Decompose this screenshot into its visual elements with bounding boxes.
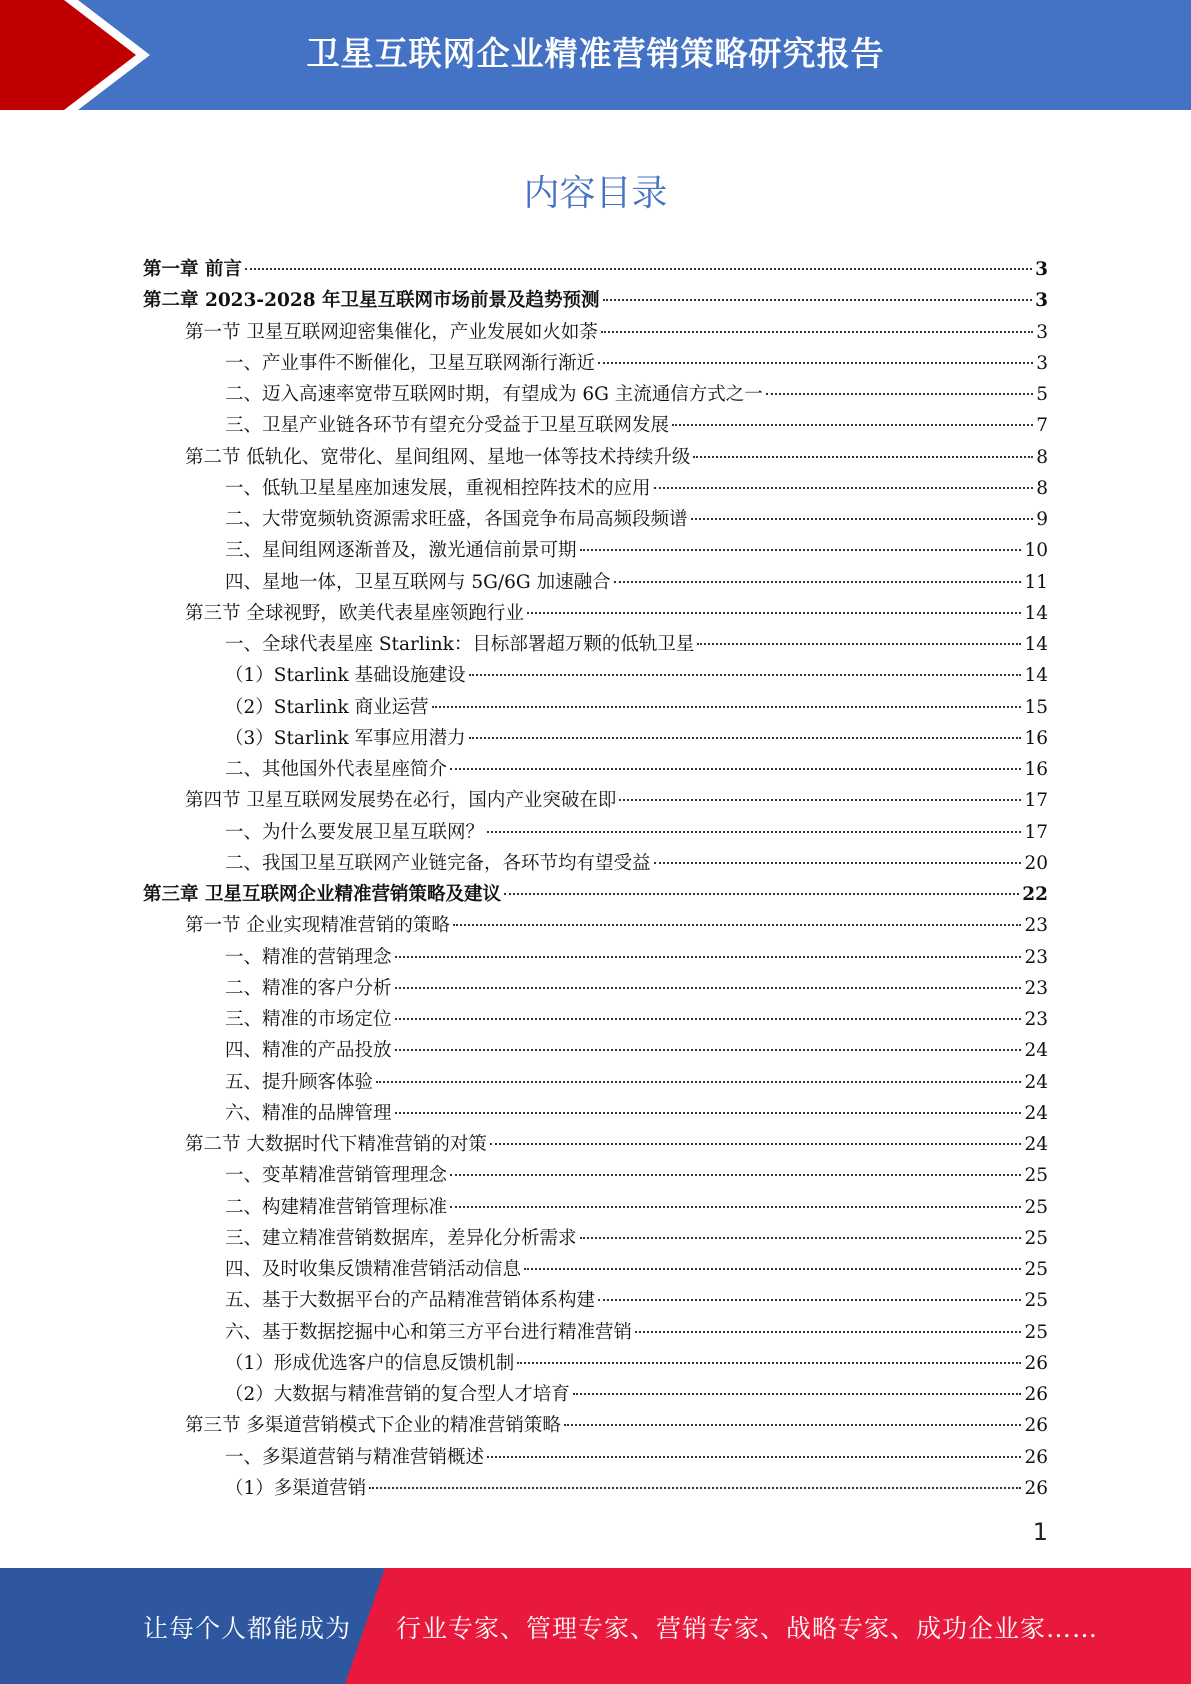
toc-entry-label: 一、为什么要发展卫星互联网？ <box>225 821 485 843</box>
toc-entry-label: 二、迈入高速率宽带互联网时期，有望成为 6G 主流通信方式之一 <box>225 384 763 405</box>
toc-entry[interactable] <box>143 723 1048 754</box>
toc-entry-page: 23 <box>1024 946 1048 968</box>
footer-slogan-right: 行业专家、管理专家、营销专家、战略专家、成功企业家…… <box>396 1614 1099 1643</box>
toc-entry-label: 五、提升顾客体验 <box>225 1071 374 1093</box>
toc-entry[interactable] <box>143 1254 1048 1285</box>
toc-entry-page: 15 <box>1024 696 1048 718</box>
toc-entry-label: 三、卫星产业链各环节有望充分受益于卫星互联网发展 <box>225 415 670 437</box>
toc-entry-page: 22 <box>1022 884 1048 905</box>
toc-entry-label: 第一节 卫星互联网迎密集催化，产业发展如火如荼 <box>185 321 598 343</box>
toc-dot-leader <box>654 487 1034 489</box>
toc-dot-leader <box>766 393 1033 395</box>
toc-entry-label: 三、精准的市场定位 <box>225 1009 392 1030</box>
toc-entry-page: 11 <box>1024 571 1048 593</box>
toc-entry-page: 14 <box>1024 602 1048 624</box>
toc-entry-label: 五、基于大数据平台的产品精准营销体系构建 <box>225 1290 596 1312</box>
toc-entry-page: 24 <box>1024 1102 1048 1124</box>
toc-dot-leader <box>376 1081 1021 1083</box>
toc-dot-leader <box>527 612 1022 614</box>
toc-entry[interactable] <box>143 285 1048 316</box>
toc-entry-label: 一、多渠道营销与精准营销概述 <box>225 1446 485 1468</box>
toc-entry-label: 第一节 企业实现精准营销的策略 <box>185 915 450 937</box>
page-header <box>0 0 1191 110</box>
toc-dot-leader <box>573 1393 1022 1395</box>
toc-dot-leader <box>635 1331 1021 1333</box>
toc-entry[interactable] <box>143 1223 1048 1254</box>
toc-entry[interactable] <box>143 973 1048 1004</box>
toc-dot-leader <box>697 643 1021 645</box>
toc-entry[interactable] <box>143 1160 1048 1191</box>
toc-entry-label: 二、精准的客户分析 <box>225 977 392 999</box>
toc-entry-page: 3 <box>1036 321 1048 343</box>
toc-dot-leader <box>524 1268 1021 1270</box>
toc-dot-leader <box>504 893 1019 895</box>
toc-entry-label: 第四节 卫星互联网发展势在必行，国内产业突破在即 <box>185 790 617 812</box>
toc-entry[interactable] <box>143 473 1048 504</box>
toc-dot-leader <box>487 831 1021 833</box>
toc-entry[interactable] <box>143 1348 1048 1379</box>
toc-entry[interactable] <box>143 817 1048 848</box>
toc-dot-leader <box>245 268 1032 270</box>
toc-entry-label: 一、低轨卫星星座加速发展，重视相控阵技术的应用 <box>225 477 651 499</box>
toc-dot-leader <box>598 1299 1021 1301</box>
toc-entry[interactable] <box>143 317 1048 348</box>
toc-entry-page: 16 <box>1024 727 1048 749</box>
toc-entry-label: 三、建立精准营销数据库，差异化分析需求 <box>225 1227 577 1249</box>
toc-entry-page: 3 <box>1036 352 1048 374</box>
toc-dot-leader <box>453 924 1022 926</box>
toc-entry-page: 14 <box>1024 634 1048 655</box>
toc-entry-page: 7 <box>1036 415 1048 437</box>
toc-entry-page: 5 <box>1036 384 1048 405</box>
toc-entry-page: 26 <box>1024 1477 1048 1499</box>
toc-entry-page: 25 <box>1024 1321 1048 1343</box>
toc-entry-label: 第一章 前言 <box>143 259 242 280</box>
toc-entry-label: 一、全球代表星座 Starlink：目标部署超万颗的低轨卫星 <box>225 634 695 655</box>
toc-entry-page: 24 <box>1024 1134 1048 1155</box>
toc-entry-page: 26 <box>1024 1415 1048 1437</box>
toc-entry[interactable] <box>143 1192 1048 1223</box>
toc-dot-leader <box>432 706 1022 708</box>
toc-entry-page: 8 <box>1036 477 1048 499</box>
toc-entry-label: （3）Starlink 军事应用潜力 <box>225 727 466 749</box>
toc-entry-label: 一、变革精准营销管理理念 <box>225 1165 448 1187</box>
toc-entry-label: 四、及时收集反馈精准营销活动信息 <box>225 1259 522 1280</box>
toc-dot-leader <box>693 456 1033 458</box>
toc-entry-label: 六、精准的品牌管理 <box>225 1102 392 1124</box>
toc-entry-page: 10 <box>1024 540 1048 562</box>
toc-dot-leader <box>395 1112 1022 1114</box>
toc-entry-label: 二、大带宽频轨资源需求旺盛，各国竞争布局高频段频谱 <box>225 509 688 530</box>
toc-entry-page: 9 <box>1036 509 1048 530</box>
toc-dot-leader <box>395 1049 1022 1051</box>
toc-entry-page: 3 <box>1035 290 1048 312</box>
toc-entry[interactable] <box>143 1285 1048 1316</box>
toc-entry-page: 25 <box>1024 1165 1048 1187</box>
toc-dot-leader <box>564 1424 1022 1426</box>
toc-entry[interactable] <box>143 785 1048 816</box>
toc-dot-leader <box>603 299 1033 301</box>
toc-entry-label: 二、我国卫星互联网产业链完备，各环节均有望受益 <box>225 852 651 874</box>
toc-entry-page: 25 <box>1024 1196 1048 1218</box>
toc-entry-page: 25 <box>1024 1259 1048 1280</box>
toc-dot-leader <box>450 1174 1021 1176</box>
toc-entry-label: （2）大数据与精准营销的复合型人才培育 <box>225 1384 570 1405</box>
toc-entry-label: 一、产业事件不断催化，卫星互联网渐行渐近 <box>225 352 596 374</box>
toc-entry-label: （2）Starlink 商业运营 <box>225 696 429 718</box>
toc-entry[interactable] <box>143 848 1048 879</box>
toc-entry-label: 第二节 大数据时代下精准营销的对策 <box>185 1134 487 1155</box>
toc-entry[interactable] <box>143 567 1048 598</box>
toc-entry[interactable] <box>143 1098 1048 1129</box>
toc-entry-label: （1）形成优选客户的信息反馈机制 <box>225 1352 515 1374</box>
toc-entry[interactable] <box>143 1317 1048 1348</box>
toc-dot-leader <box>654 862 1022 864</box>
toc-dot-leader <box>517 1362 1021 1364</box>
toc-entry-page: 25 <box>1024 1227 1048 1249</box>
toc-dot-leader <box>598 362 1033 364</box>
toc-dot-leader <box>469 737 1022 739</box>
toc-entry[interactable] <box>143 1379 1048 1410</box>
toc-entry[interactable] <box>143 879 1048 910</box>
toc-entry[interactable] <box>143 754 1048 785</box>
toc-entry[interactable] <box>143 692 1048 723</box>
toc-entry-label: 一、精准的营销理念 <box>225 946 392 968</box>
toc-entry-label: 三、星间组网逐渐普及，激光通信前景可期 <box>225 540 577 562</box>
toc-entry-page: 17 <box>1024 821 1048 843</box>
toc-entry-page: 8 <box>1036 446 1048 468</box>
toc-entry[interactable] <box>143 379 1048 410</box>
toc-entry-page: 23 <box>1024 1009 1048 1030</box>
toc-entry[interactable] <box>143 1035 1048 1066</box>
toc-entry[interactable] <box>143 535 1048 566</box>
toc-entry-page: 23 <box>1024 915 1048 937</box>
toc-entry-page: 24 <box>1024 1071 1048 1093</box>
toc-dot-leader <box>469 674 1022 676</box>
toc-entry[interactable] <box>143 660 1048 691</box>
toc-entry[interactable] <box>143 1410 1048 1441</box>
toc-dot-leader <box>487 1456 1021 1458</box>
page-footer <box>0 1568 1191 1684</box>
toc-dot-leader <box>395 956 1022 958</box>
toc-entry-label: 二、构建精准营销管理标准 <box>225 1196 448 1218</box>
toc-entry-page: 20 <box>1024 852 1048 874</box>
toc-entry[interactable] <box>143 254 1048 285</box>
toc-dot-leader <box>369 1487 1021 1489</box>
toc-entry-label: 六、基于数据挖掘中心和第三方平台进行精准营销 <box>225 1321 633 1343</box>
toc-entry-label: 第二章 2023-2028 年卫星互联网市场前景及趋势预测 <box>143 290 600 312</box>
toc-entry[interactable] <box>143 1067 1048 1098</box>
toc-entry[interactable] <box>143 410 1048 441</box>
toc-dot-leader <box>691 518 1034 520</box>
toc-dot-leader <box>580 549 1022 551</box>
toc-dot-leader <box>395 1018 1022 1020</box>
toc-dot-leader <box>601 331 1033 333</box>
toc-entry[interactable] <box>143 1442 1048 1473</box>
toc-entry-label: （1）Starlink 基础设施建设 <box>225 665 466 687</box>
toc-entry[interactable] <box>143 1004 1048 1035</box>
toc-entry-page: 14 <box>1024 665 1048 687</box>
toc-entry-page: 25 <box>1024 1290 1048 1312</box>
toc-dot-leader <box>450 768 1021 770</box>
toc-entry-label: 第三章 卫星互联网企业精准营销策略及建议 <box>143 884 501 905</box>
toc-entry-page: 16 <box>1024 759 1048 780</box>
toc-entry[interactable] <box>143 504 1048 535</box>
toc-entry[interactable] <box>143 942 1048 973</box>
toc-entry-page: 23 <box>1024 977 1048 999</box>
toc-entry[interactable] <box>143 348 1048 379</box>
toc-entry[interactable] <box>143 910 1048 941</box>
footer-slogan-left: 让每个人都能成为 <box>143 1614 352 1643</box>
toc-entry-page: 3 <box>1035 259 1048 280</box>
toc-entry[interactable] <box>143 1473 1048 1504</box>
toc-entry[interactable] <box>143 442 1048 473</box>
page-number: 1 <box>1032 1518 1048 1546</box>
toc-entry[interactable] <box>143 629 1048 660</box>
toc-entry-label: 第三节 多渠道营销模式下企业的精准营销策略 <box>185 1415 561 1437</box>
table-of-contents <box>143 254 1048 1504</box>
report-title: 卫星互联网企业精准营销策略研究报告 <box>306 34 885 73</box>
toc-entry-label: （1）多渠道营销 <box>225 1477 367 1499</box>
toc-dot-leader <box>490 1143 1022 1145</box>
toc-dot-leader <box>580 1237 1022 1239</box>
toc-entry-page: 17 <box>1024 790 1048 812</box>
toc-entry-page: 26 <box>1024 1352 1048 1374</box>
toc-dot-leader <box>672 424 1033 426</box>
toc-dot-leader <box>450 1206 1021 1208</box>
toc-entry[interactable] <box>143 1129 1048 1160</box>
toc-entry-label: 四、星地一体，卫星互联网与 5G/6G 加速融合 <box>225 571 611 593</box>
toc-dot-leader <box>614 581 1022 583</box>
toc-entry-label: 第三节 全球视野，欧美代表星座领跑行业 <box>185 602 524 624</box>
toc-entry-page: 26 <box>1024 1384 1048 1405</box>
toc-dot-leader <box>619 799 1021 801</box>
toc-entry-label: 二、其他国外代表星座简介 <box>225 759 448 780</box>
toc-entry-page: 26 <box>1024 1446 1048 1468</box>
toc-entry[interactable] <box>143 598 1048 629</box>
toc-entry-page: 24 <box>1024 1040 1048 1062</box>
toc-dot-leader <box>395 987 1022 989</box>
toc-heading: 内容目录 <box>523 173 668 214</box>
toc-entry-label: 第二节 低轨化、宽带化、星间组网、星地一体等技术持续升级 <box>185 446 691 468</box>
toc-entry-label: 四、精准的产品投放 <box>225 1040 392 1062</box>
